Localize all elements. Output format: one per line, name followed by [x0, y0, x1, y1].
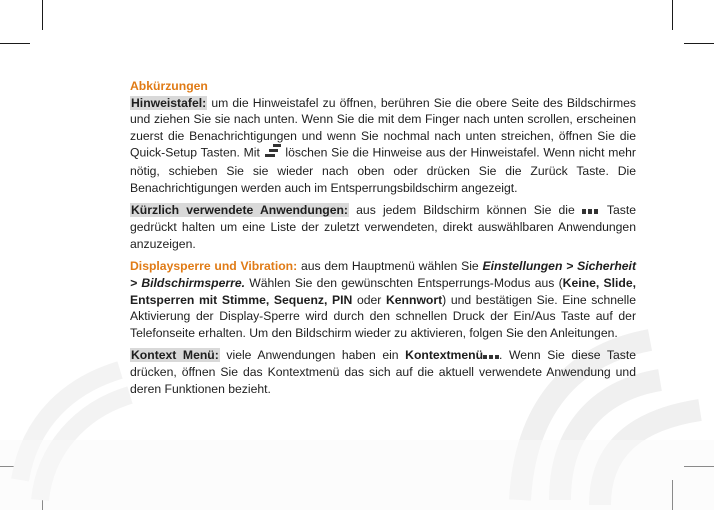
crop-mark-bottom-left-vertical [42, 480, 43, 510]
display-text-2: Wählen Sie den gewünschten Entsperrungs-Modus aus ( [245, 276, 563, 291]
context-menu-bold: Kontextmenü [405, 348, 484, 363]
display-oder: oder [352, 292, 386, 307]
paragraph-display-lock [130, 258, 636, 341]
crop-mark-top-right-vertical [672, 0, 673, 30]
crop-mark-bottom-left-horizontal [0, 466, 30, 467]
hinweis-text-2: löschen Sie die Hinweise aus der Hinweistafel. Wenn nicht mehr nötig, schieben Sie sie wieder nach oben oder drücken Sie die Zurück Taste. Die Benachrichtigungen werden auch im Entsperrungsbildschirm angezeigt. [130, 145, 636, 195]
paragraph-hinweistafel [130, 95, 636, 197]
display-text-3: ) und bestätigen Sie. Eine schnelle Aktivierung der Display-Sperre wird durch den schnellen Druck der Ein/Aus Taste auf der Telefonseite erhalten. Um den Bildschirm wieder zu aktivieren, folgen Sie den Anleitungen. [130, 292, 636, 340]
recent-text-2: Taste gedrückt halten um eine Liste der zuletzt verwendeten, direkt auswählbaren Anwendungen anzuzeigen. [130, 203, 637, 251]
paragraph-context-menu [130, 347, 636, 397]
crop-mark-bottom-right-vertical [672, 480, 673, 510]
unlock-mode-kennwort: Kennwort [385, 292, 443, 307]
display-text-1: aus dem Hauptmenü wählen Sie [297, 259, 483, 274]
crop-mark-top-left-vertical [42, 0, 43, 30]
context-text-2: . Wenn Sie diese Taste drücken, öffnen Sie das Kontextmenü das sich auf die aktuell verwendete Anwendung und deren Funktionen bezieht. [130, 348, 636, 397]
clear-notifications-icon [264, 144, 282, 163]
context-menu-icon [483, 348, 499, 365]
context-text-1: viele Anwendungen haben ein [219, 348, 406, 363]
crop-mark-bottom-right-horizontal [684, 466, 714, 467]
crop-mark-top-left-horizontal [0, 43, 30, 44]
section-heading: Abkürzungen [130, 79, 208, 93]
settings-path: Einstellungen > Sicherheit > Bildschirmsperre. [130, 259, 636, 291]
paragraph-recent-apps [130, 202, 636, 252]
hinweis-text-1: um die Hinweistafel zu öffnen, berühren Sie die obere Seite des Bildschirmes und ziehen Sie sie nach unten. Wenn Sie die mit dem Finger nach unten scrollen, erscheinen zuerst die Benachrichtigungen und wenn Sie nochmal nach unten streichen, öffnen Sie die Quick-Setup Tasten. Mit [130, 95, 636, 160]
term-recent-apps: Kürzlich verwendete Anwendungen: [131, 203, 348, 218]
recent-apps-icon [582, 203, 600, 220]
term-context-menu: Kontext Menü: [131, 348, 219, 363]
term-display-lock: Displaysperre und Vibration: [130, 259, 298, 274]
document-body [130, 78, 636, 404]
crop-mark-top-right-horizontal [684, 43, 714, 44]
term-hinweistafel: Hinweistafel: [131, 95, 207, 110]
recent-text-1: aus jedem Bildschirm können Sie die [349, 203, 582, 218]
unlock-modes: Keine, Slide, Entsperren mit Stimme, Sequenz, PIN [130, 276, 636, 307]
